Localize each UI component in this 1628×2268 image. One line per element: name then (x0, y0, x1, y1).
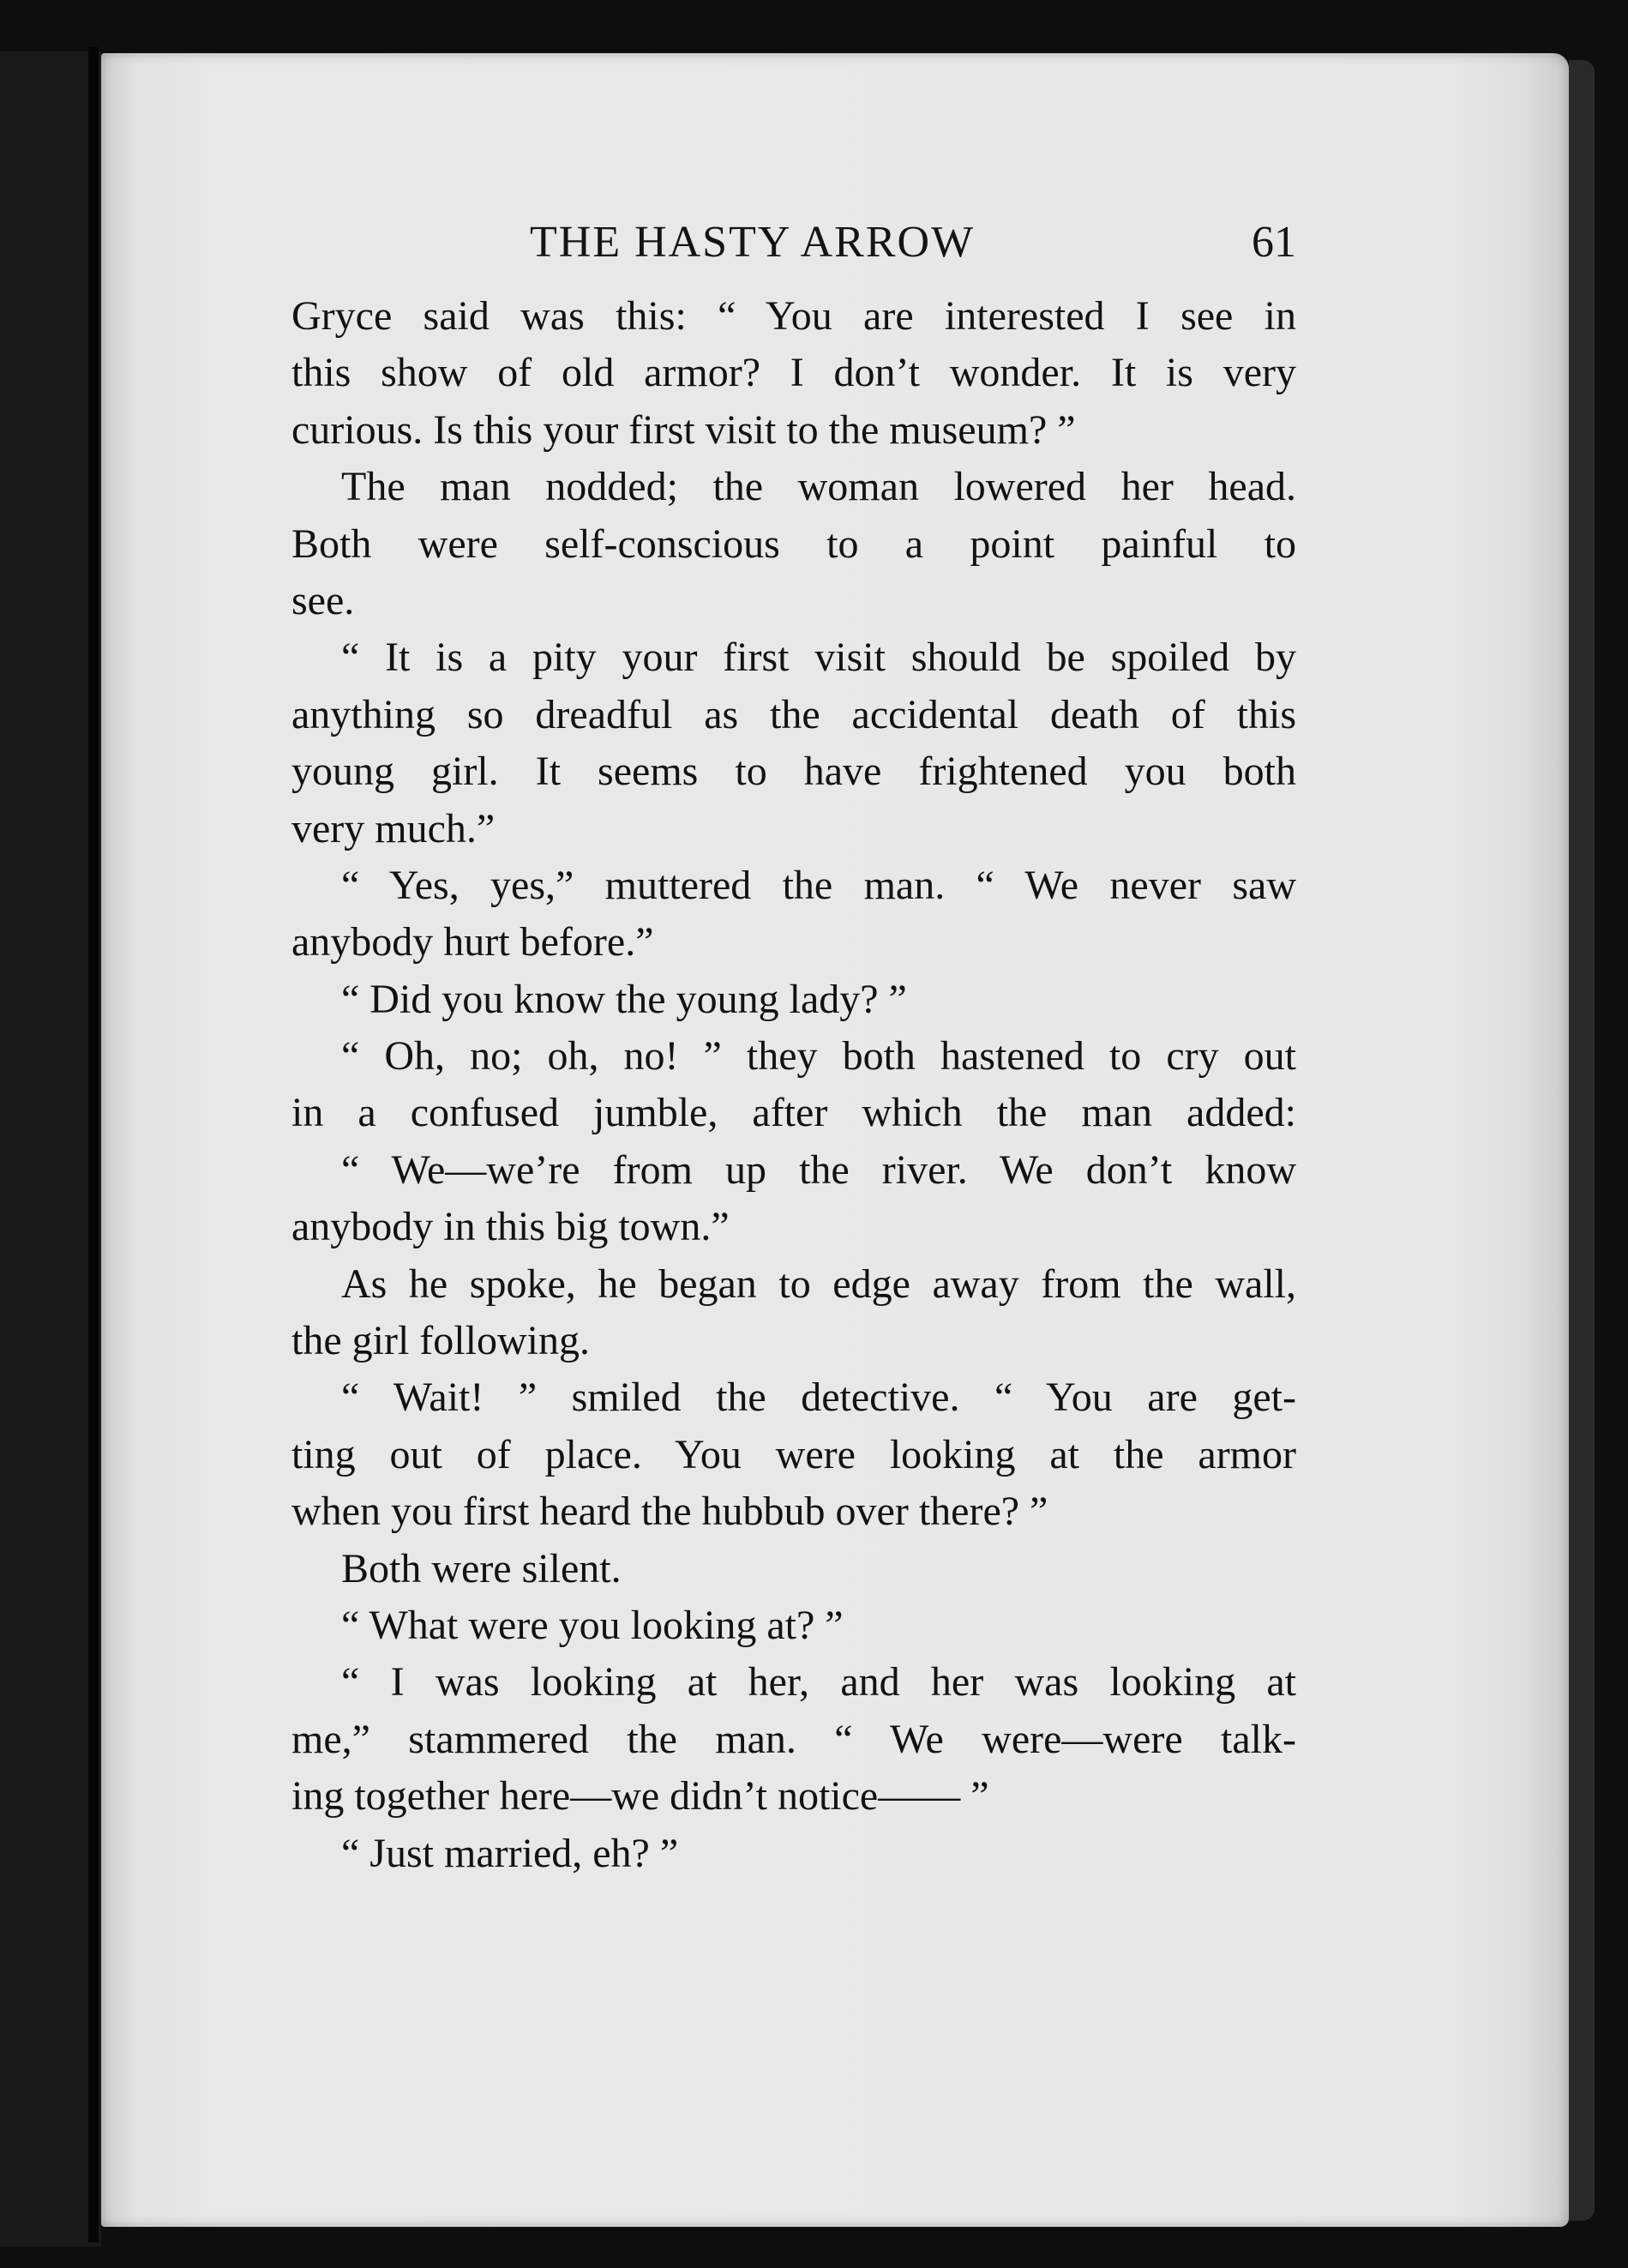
text-line: ting out of place. You were looking at the armor (291, 1431, 1296, 1477)
right-page-edge (1569, 60, 1595, 2221)
text-line: in a confused jumble, after which the man added: (291, 1090, 1296, 1136)
text-line: young girl. It seems to have frightened you both (291, 749, 1296, 795)
left-page-edge (0, 51, 101, 2247)
text-line: the girl following. (291, 1318, 590, 1364)
text-line: “ Oh, no; oh, no! ” they both hastened to cry out (341, 1033, 1296, 1080)
text-line: when you first heard the hubbub over there? ” (291, 1489, 1048, 1535)
text-line: Both were silent. (341, 1545, 622, 1591)
body-text (291, 288, 1296, 1882)
text-line: “ I was looking at her, and her was looking at (341, 1659, 1296, 1706)
text-line: “ Just married, eh? ” (341, 1830, 679, 1876)
page-number: 61 (1252, 218, 1296, 267)
running-head (291, 204, 1296, 281)
text-line: anybody in this big town.” (291, 1204, 730, 1250)
text-line: “ Yes, yes,” muttered the man. “ We never saw (341, 862, 1296, 908)
text-line: Gryce said was this: “ You are interested I see in (291, 293, 1296, 339)
text-line: “ Wait! ” smiled the detective. “ You are get- (341, 1375, 1296, 1421)
text-line: very much.” (291, 805, 496, 851)
text-line: Both were self-conscious to a point painful to (291, 520, 1296, 567)
text-line: curious. Is this your first visit to the museum? ” (291, 406, 1076, 453)
text-line: “ It is a pity your first visit should be spoiled by (341, 635, 1296, 681)
text-line: “ Did you know the young lady? ” (341, 976, 907, 1022)
text-line: As he spoke, he began to edge away from the wall, (341, 1260, 1296, 1307)
running-title: THE HASTY ARROW (530, 218, 976, 267)
text-line: ing together here—we didn’t notice—— ” (291, 1773, 989, 1820)
text-line: “ What were you looking at? ” (341, 1602, 844, 1648)
text-line: anybody hurt before.” (291, 919, 654, 966)
binding-gutter (88, 47, 99, 2242)
text-line: The man nodded; the woman lowered her head. (341, 464, 1296, 510)
text-line: see. (291, 577, 355, 623)
text-line: me,” stammered the man. “ We were—were talk- (291, 1716, 1296, 1762)
text-line: “ We—we’re from up the river. We don’t know (341, 1146, 1296, 1193)
text-line: anything so dreadful as the accidental death of this (291, 691, 1296, 737)
text-line: this show of old armor? I don’t wonder. It is very (291, 350, 1296, 396)
